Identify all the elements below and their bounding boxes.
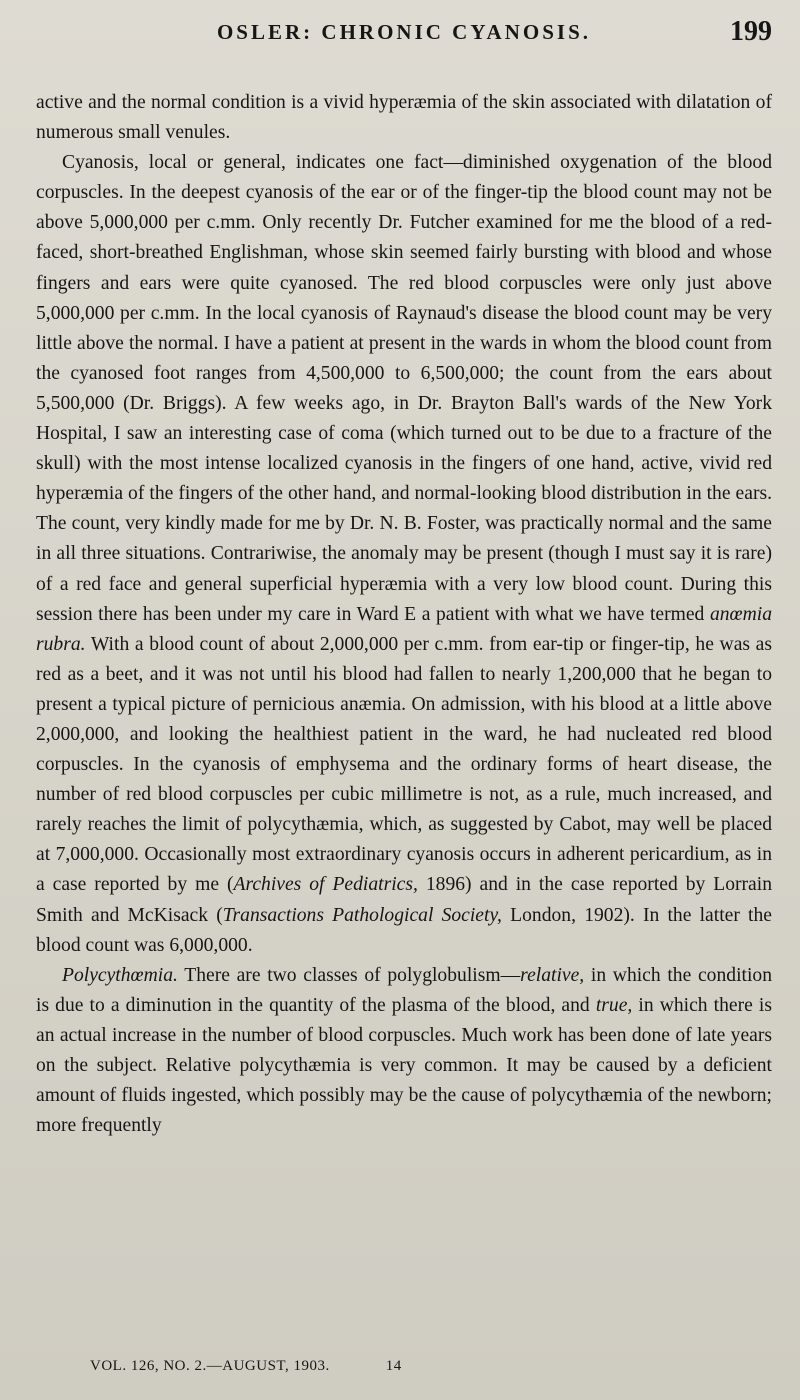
page-number: 199: [730, 16, 772, 47]
volume-line: VOL. 126, NO. 2.—AUGUST, 1903.: [90, 1358, 330, 1374]
signature-mark: 14: [385, 1358, 402, 1374]
italic-section-lead: Polycythœmia.: [62, 964, 178, 986]
paragraph-text: active and the normal condition is a vivid hyperæmia of the skin associated with dilatation of numerous small venules.: [36, 92, 772, 144]
italic-term: anœmia rubra.: [36, 603, 772, 655]
paragraph-text: With a blood count of about 2,000,000 per c.mm. from ear-tip or finger-tip, he was as red as a beet, and it was not until his blood had fallen to nearly 1,200,000 that he began to present a typical picture of pernicious anæmia. On admission, with his blood at a little above 2,000,000, and looking the healthiest patient in the ward, he had nucleated red blood corpuscles. In the cyanosis of emphysema and the ordinary forms of heart disease, the number of red blood corpuscles per cubic millimetre is not, as a rule, much increased, and rarely reaches the limit of polycythæmia, which, as suggested by Cabot, may well be placed at 7,000,000. Occasionally most extraordinary cyanosis occurs in adherent pericardium, as in a case reported by me (: [36, 633, 772, 896]
paragraph-cyanosis: [36, 148, 772, 961]
paragraph-text: 1896) and in the case reported by Lorrain Smith and McKisack (: [36, 874, 772, 926]
body-text: [36, 88, 772, 1141]
page-footer: [90, 1358, 402, 1375]
paragraph-polycythaemia: [36, 961, 772, 1142]
page-header: [36, 14, 772, 54]
italic-citation: Archives of Pediatrics,: [233, 874, 418, 896]
paragraph-text: in which there is an actual increase in the number of blood corpuscles. Much work has been done of late years on the subject. Relative polycythæmia is very common. It may be caused by a deficient amount of fluids ingested, which possibly may be the cause of polycythæmia of the newborn; more frequently: [36, 994, 772, 1137]
italic-term: relative,: [520, 964, 585, 986]
paragraph-continuation: [36, 88, 772, 148]
italic-citation: Transactions Pathological Society,: [222, 904, 502, 926]
running-head: OSLER: CHRONIC CYANOSIS.: [216, 20, 592, 44]
paragraph-text: There are two classes of polyglobulism—: [184, 964, 521, 986]
italic-term: true,: [595, 994, 633, 1016]
paragraph-text: in which the condition is due to a diminution in the quantity of the plasma of the blood, and: [36, 964, 772, 1016]
paragraph-text: Cyanosis, local or general, indicates one fact—diminished oxygenation of the blood corpuscles. In the deepest cyanosis of the ear or of the finger-tip the blood count may not be above 5,000,000 per c.mm. Only recently Dr. Futcher examined for me the blood of a red-faced, short-breathed Englishman, whose skin seemed fairly bursting with blood and whose fingers and ears were quite cyanosed. The red blood corpuscles were only just above 5,000,000 per c.mm. In the local cyanosis of Raynaud's disease the blood count may be very little above the normal. I have a patient at present in the wards in whom the blood count from the cyanosed foot ranges from 4,500,000 to 6,500,000; the count from the ears about 5,500,000 (Dr. Briggs). A few weeks ago, in Dr. Brayton Ball's wards of the New York Hospital, I saw an interesting case of coma (which turned out to be due to a fracture of the skull) with the most intense localized cyanosis in the fingers of one hand, active, vivid red hyperæmia of the fingers of the other hand, and normal-looking blood distribution in the ears. The count, very kindly made for me by Dr. N. B. Foster, was practically normal and the same in all three situations. Contrariwise, the anomaly may be present (though I must say it is rare) of a red face and general superficial hyperæmia with a very low blood count. During this session there has been under my care in Ward E a patient with what we have termed: [36, 152, 772, 625]
paragraph-text: London, 1902). In the latter the blood count was 6,000,000.: [36, 904, 772, 956]
